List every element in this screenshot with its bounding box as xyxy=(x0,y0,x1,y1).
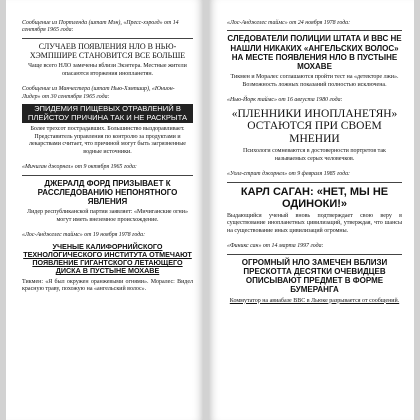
source-line: Сообщение из Портленда (штат Мэн), «Пресс-хэролд» от 14 сентября 1965 года: xyxy=(22,20,179,34)
clipping-wsj xyxy=(227,171,402,235)
headline: КАРЛ САГАН: «НЕТ, МЫ НЕ ОДИНОКИ!» xyxy=(240,185,389,210)
source-line: «Мичиган джорнел» от 9 октября 1965 года: xyxy=(22,164,137,171)
article-body: Психологи сомневаются в достоверности портретов так называемых серых человечков. xyxy=(243,148,386,162)
source-line: «Лос-Анджелес таймс» от 19 ноября 1978 года: xyxy=(22,232,146,239)
source-line: «Лос-Анджелес таймс» от 24 ноября 1978 года: xyxy=(227,20,351,26)
headline: УЧЕНЫЕ КАЛИФОРНИЙСКОГО ТЕХНОЛОГИЧЕСКОГО ИНСТИТУТА ОТМЕЧАЮТ ПОЯВЛЕНИЕ ГИГАНТСКОГО ЛЕТАЮЩЕГО ДИСКА В ПУСТЫНЕ МОХАВЕ xyxy=(23,241,192,276)
clipping-portland xyxy=(22,20,193,78)
left-page xyxy=(6,0,203,420)
divider xyxy=(22,38,193,39)
article-body: Тикмен: «Я был окружен оранжевыми огнями». Моралес: Видел красную траву, похожую на «ангельский волос». xyxy=(22,278,193,293)
article-body: Коммутатор на авиабазе ВВС в Льюке разрывается от сообщений. xyxy=(229,297,400,304)
divider xyxy=(22,175,193,176)
article-body: Лидер республиканской партии заявляет: «Мичиганские огни» могут иметь внеземное происхождение. xyxy=(27,209,188,223)
article-body: Выдающийся ученый вновь подтверждает свою веру в существование инопланетных цивилизаций, утверждая, что шансы на существование иных цивилизаций огромны. xyxy=(227,212,402,234)
source-line: «Финикс сан» от 14 марта 1997 года: xyxy=(227,243,324,250)
source-line: «Нью-Йорк таймс» от 16 августа 1980 года: xyxy=(227,97,343,104)
headline: СЛУЧАЕВ ПОЯВЛЕНИЯ НЛО В НЬЮ-ХЭМПШИРЕ СТАНОВИТСЯ ВСЕ БОЛЬШЕ xyxy=(29,41,186,60)
article-body: Более трехсот пострадавших. Большинство выздоравливает. Представитель управления по контролю за продуктами и лекарствами считает, что причиной могут быть загрязненные водные источники. xyxy=(29,126,186,155)
divider xyxy=(227,182,402,183)
clipping-manchester xyxy=(22,86,193,156)
headline: «ПЛЕННИКИ ИНОПЛАНЕТЯН» ОСТАЮТСЯ ПРИ СВОЕМ МНЕНИИ xyxy=(231,107,398,145)
clipping-la-times-1978 xyxy=(22,232,193,294)
clipping-michigan xyxy=(22,164,193,224)
source-line: «Уолл-стрит джорнел» от 9 февраля 1985 года: xyxy=(227,171,351,178)
clipping-la-times-nov24 xyxy=(227,20,402,89)
divider xyxy=(227,30,402,31)
headline: СЛЕДОВАТЕЛИ ПОЛИЦИИ ШТАТА И ВВС НЕ НАШЛИ НИКАКИХ «АНГЕЛЬСКИХ ВОЛОС» НА МЕСТЕ ПОЯВЛЕНИЯ НЛО В ПУСТЫНЕ МОХАВЕ xyxy=(227,34,402,71)
article-body: Чаще всего НЛО замечены вблизи Экзетера. Местные жители опасаются вторжения инопланетян. xyxy=(28,63,187,77)
clipping-phoenix-sun xyxy=(227,243,402,305)
headline: ОГРОМНЫЙ НЛО ЗАМЕЧЕН ВБЛИЗИ ПРЕСКОТТА ДЕСЯТКИ ОЧЕВИДЦЕВ ОПИСЫВАЮТ ПРЕДМЕТ В ФОРМЕ БУМЕРАНГА xyxy=(241,257,388,295)
right-page xyxy=(209,0,414,420)
clipping-ny-times xyxy=(227,97,402,163)
headline: ДЖЕРАЛД ФОРД ПРИЗЫВАЕТ К РАССЛЕДОВАНИЮ НЕПОНЯТНОГО ЯВЛЕНИЯ xyxy=(37,178,178,207)
source-line: Сообщение из Манчестера (штат Нью-Хэмпшир), «Юнион-Лидер» от 30 сентября 1965 года: xyxy=(22,86,175,100)
divider xyxy=(227,254,402,255)
headline-inverted: ЭПИДЕМИЯ ПИЩЕВЫХ ОТРАВЛЕНИЙ В ПЛЕЙСТОУ ПРИЧИНА ТАК И НЕ РАСКРЫТА xyxy=(22,104,193,123)
article-body: Тикмен и Моралес соглашаются пройти тест на «детекторе лжи». Возможность ложных показаний полностью исключена. xyxy=(230,74,399,88)
